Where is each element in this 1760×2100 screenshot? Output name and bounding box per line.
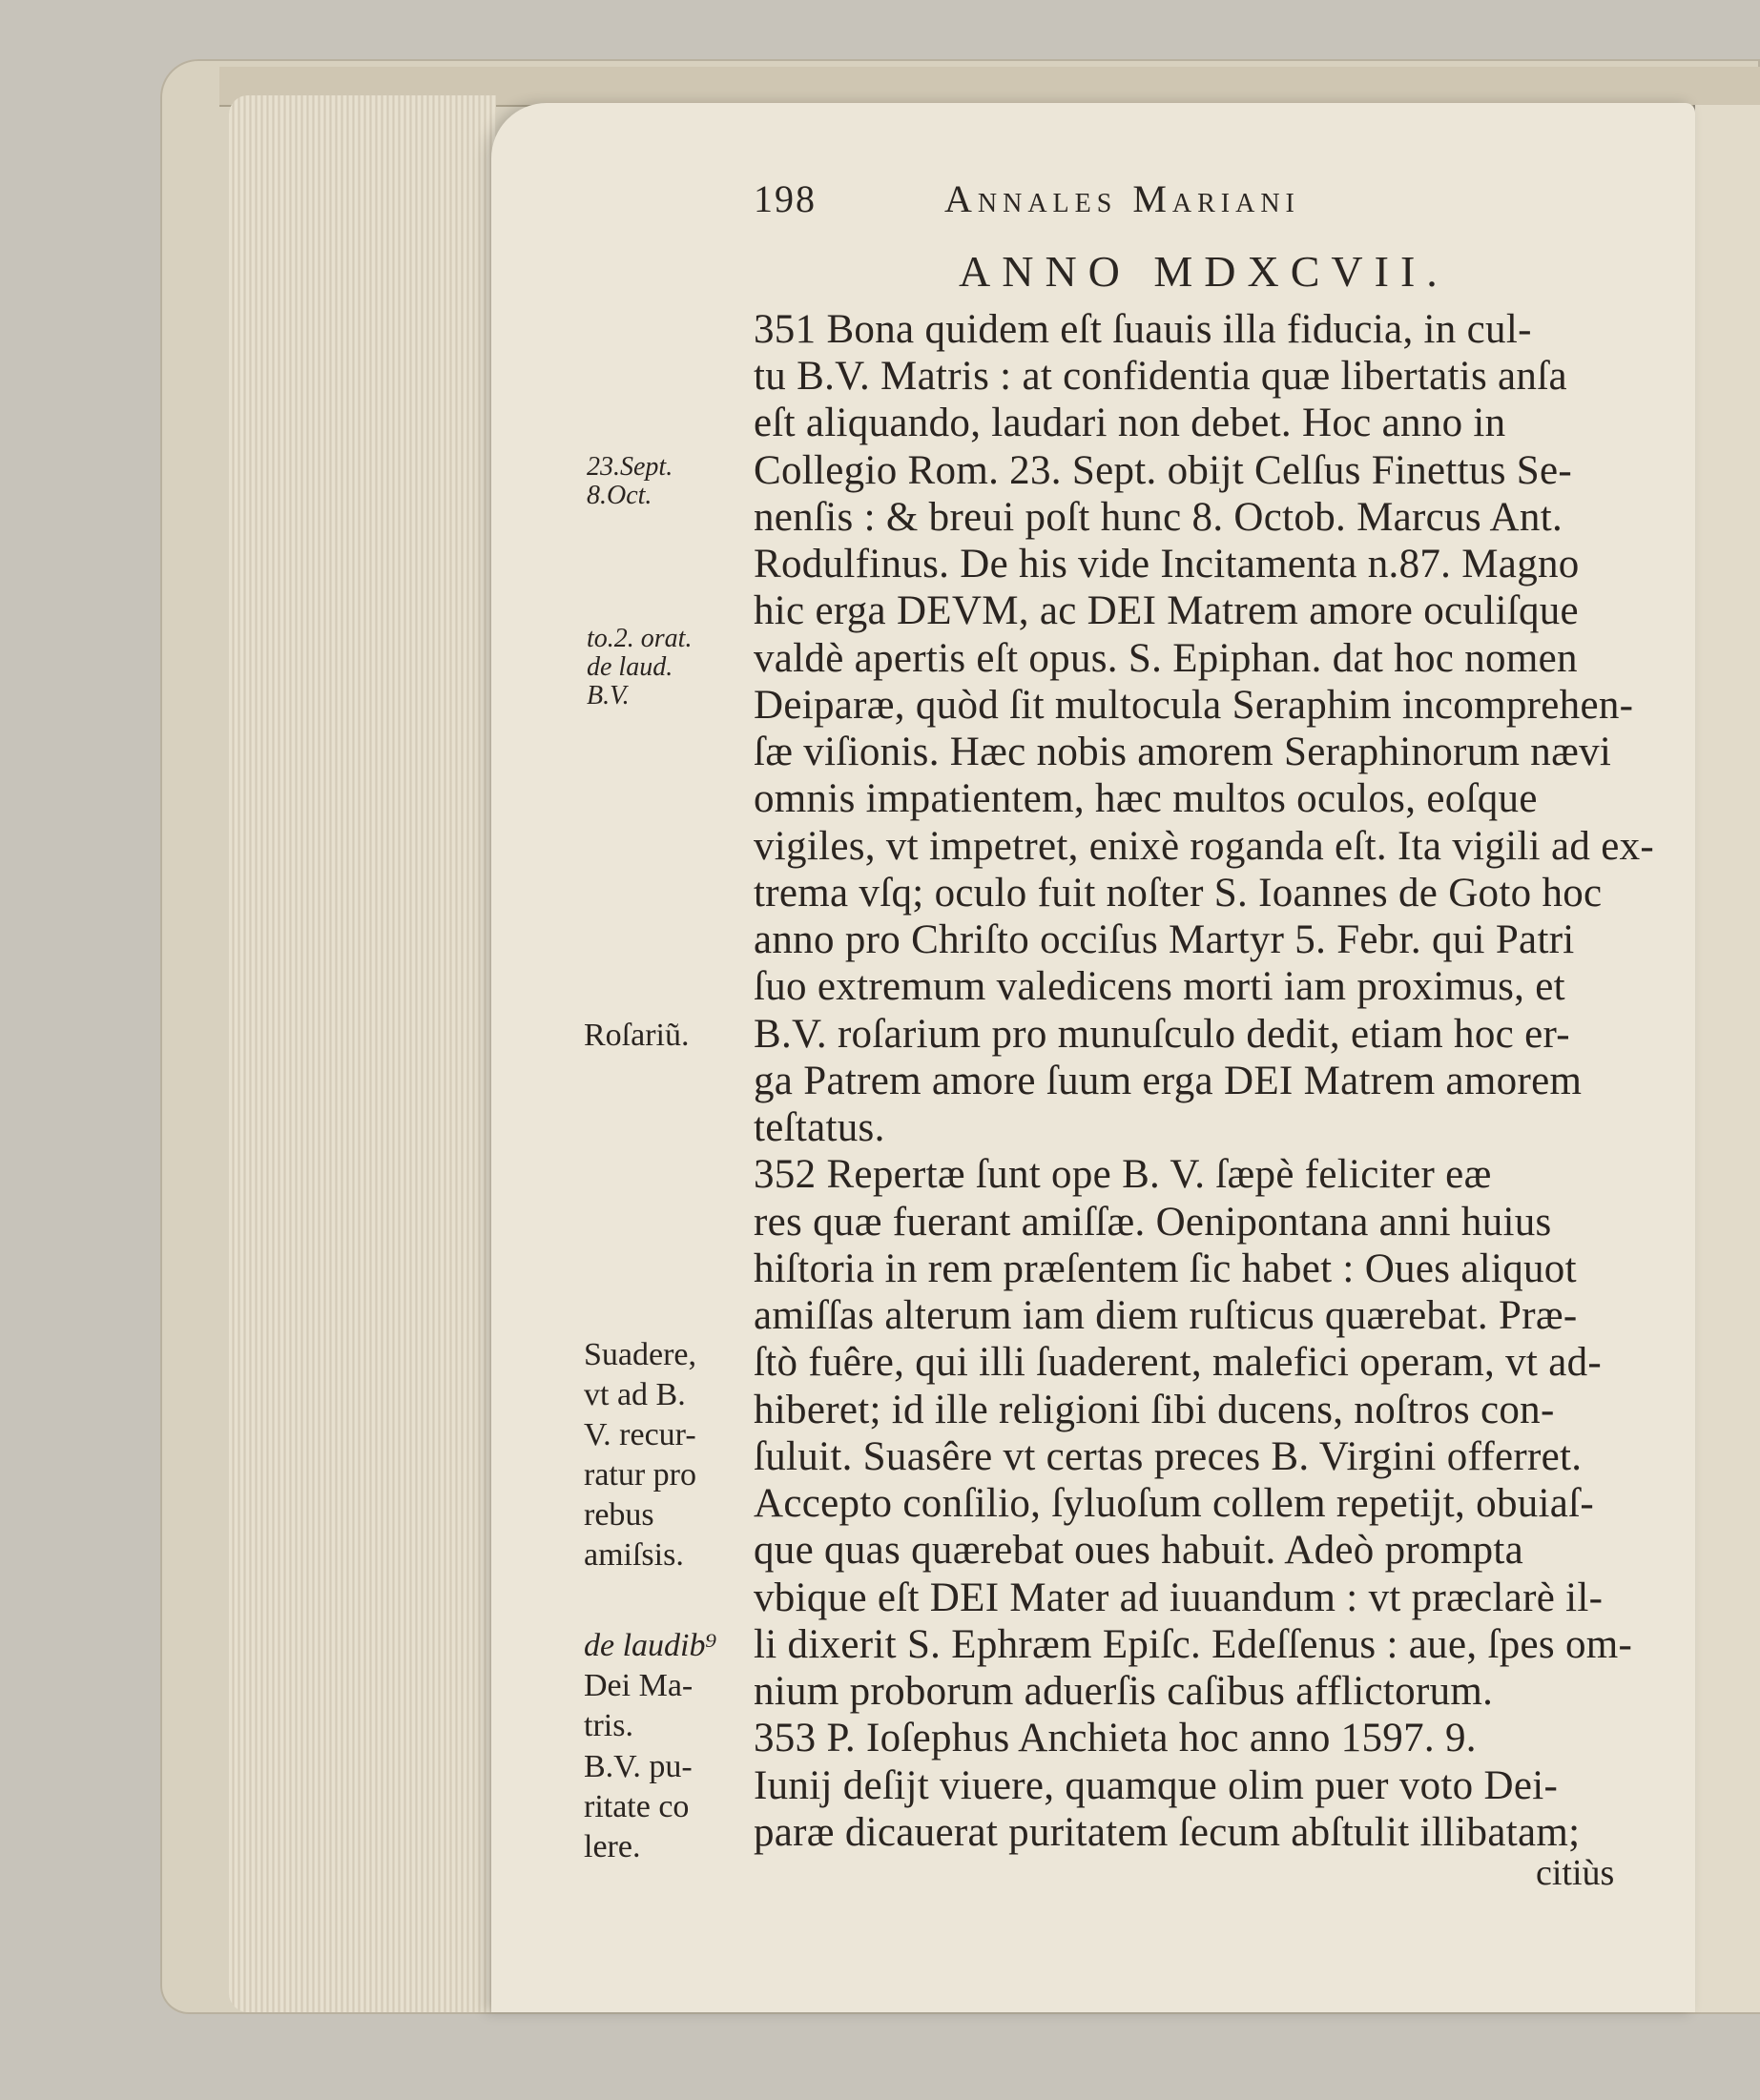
page-number: 198	[754, 177, 817, 220]
body-line: B.V. roſarium pro munuſculo dedit, etiam hoc er-	[754, 1012, 1570, 1057]
body-line: hic erga DEVM, ac DEI Matrem amore oculiſque	[754, 588, 1579, 633]
margin-note-line: Roſariũ.	[584, 1018, 690, 1053]
margin-note-line: B.V.	[587, 681, 630, 710]
body-line: nenſis : & breui poſt hunc 8. Octob. Marcus Ant.	[754, 495, 1563, 540]
body-line: hiberet; id ille religioni ſibi ducens, noſtros con-	[754, 1388, 1555, 1432]
body-line: ſuo extremum valedicens morti iam proximus, et	[754, 964, 1565, 1009]
margin-note-line: vt ad B.	[584, 1377, 686, 1412]
body-line: trema vſq; oculo fuit noſter S. Ioannes de Goto hoc	[754, 871, 1603, 916]
body-line: 353 P. Ioſephus Anchieta hoc anno 1597. 9.	[754, 1716, 1477, 1760]
body-line: Accepto conſilio, ſyluoſum collem repetijt, obuiaſ-	[754, 1481, 1595, 1526]
margin-note-line: B.V. pu-	[584, 1749, 693, 1784]
body-line: vbique eſt DEI Mater ad iuuandum : vt præclarè il-	[754, 1575, 1604, 1620]
margin-note-line: V. recur-	[584, 1417, 696, 1452]
margin-note-line: rebus	[584, 1497, 654, 1533]
body-line: Deiparæ, quòd ſit multocula Seraphim incomprehen-	[754, 683, 1634, 728]
margin-note-line: 23.Sept.	[587, 452, 673, 482]
year-heading: ANNO MDXCVII.	[959, 247, 1449, 296]
margin-note-line: ratur pro	[584, 1457, 697, 1493]
body-line: li dixerit S. Ephræm Epiſc. Edeſſenus : aue, ſpes om-	[754, 1622, 1633, 1667]
margin-note-line: de laud.	[587, 652, 673, 682]
body-line: paræ dicauerat puritatem ſecum abſtulit illibatam;	[754, 1810, 1581, 1855]
facing-page-edge	[1693, 105, 1760, 2012]
body-line: Iunij deſijt viuere, quamque olim puer voto Dei-	[754, 1763, 1559, 1808]
body-line: 351 Bona quidem eſt ſuauis illa fiducia, in cul-	[754, 307, 1532, 352]
margin-note-line: to.2. orat.	[587, 624, 693, 653]
margin-note-line: Dei Ma-	[584, 1668, 694, 1703]
margin-note-rosary	[584, 1016, 689, 1056]
margin-note-oration	[587, 625, 692, 710]
margin-note-line: 8.Oct.	[587, 481, 652, 510]
body-line: hiſtoria in rem præſentem ſic habet : Oues aliquot	[754, 1246, 1577, 1291]
margin-note-dates	[587, 453, 673, 510]
body-line: 352 Repertæ ſunt ope B. V. ſæpè feliciter eæ	[754, 1152, 1492, 1197]
margin-note-line: ritate co	[584, 1789, 690, 1824]
body-line: ſæ viſionis. Hæc nobis amorem Seraphinorum nævi	[754, 730, 1612, 774]
body-line: ga Patrem amore ſuum erga DEI Matrem amorem	[754, 1059, 1583, 1103]
margin-note-line: lere.	[584, 1829, 641, 1864]
running-title: Annales Mariani	[944, 177, 1300, 220]
body-line: nium proborum aduerſis caſibus afflictorum.	[754, 1669, 1494, 1714]
body-line: tu B.V. Matris : at confidentia quæ libertatis anſa	[754, 354, 1567, 399]
margin-note-persuade	[584, 1335, 696, 1575]
body-line: omnis impatientem, hæc multos oculos, eoſque	[754, 776, 1538, 821]
margin-note-praise	[584, 1626, 716, 1746]
body-line: teſtatus.	[754, 1105, 885, 1150]
body-line: ſuluit. Suasêre vt certas preces B. Virgini offerret.	[754, 1434, 1583, 1479]
margin-note-purity	[584, 1747, 693, 1867]
body-line: ſtò fuêre, qui illi ſuaderent, malefici operam, vt ad-	[754, 1340, 1603, 1385]
margin-note-line: amiſsis.	[584, 1537, 684, 1573]
margin-note-line: de laudib⁹	[584, 1628, 717, 1663]
margin-note-line: tris.	[584, 1708, 633, 1743]
body-line: anno pro Chriſto occiſus Martyr 5. Febr. qui Patri	[754, 917, 1575, 962]
body-line: res quæ fuerant amiſſæ. Oenipontana anni huius	[754, 1200, 1552, 1245]
body-line: vigiles, vt impetret, enixè roganda eſt. Ita vigili ad ex-	[754, 824, 1654, 869]
margin-note-line: Suadere,	[584, 1337, 697, 1372]
page-stack-edge	[229, 95, 496, 2012]
catchword: citiùs	[1536, 1853, 1615, 1893]
body-line: Collegio Rom. 23. Sept. obijt Celſus Finettus Se-	[754, 448, 1573, 493]
body-line: amiſſas alterum iam diem ruſticus quærebat. Præ-	[754, 1293, 1578, 1338]
page-header	[754, 176, 1440, 234]
body-line: eſt aliquando, laudari non debet. Hoc anno in	[754, 401, 1506, 445]
body-line: valdè apertis eſt opus. S. Epiphan. dat hoc nomen	[754, 636, 1578, 681]
body-line: que quas quærebat oues habuit. Adeò prompta	[754, 1528, 1524, 1573]
body-line: Rodulfinus. De his vide Incitamenta n.87. Magno	[754, 542, 1580, 587]
